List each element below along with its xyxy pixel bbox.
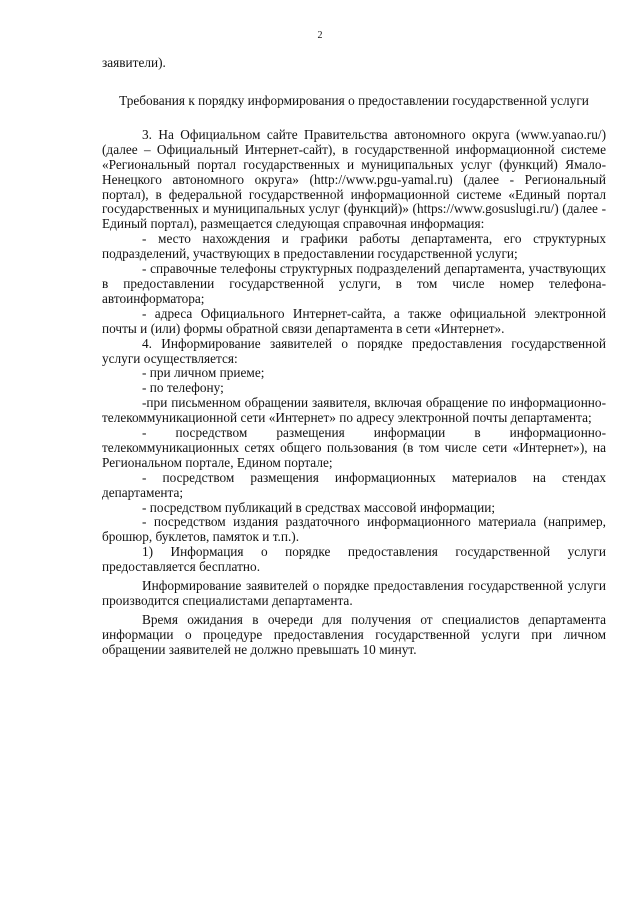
list-item-addresses: - адреса Официального Интернет-сайта, а также официальной электронной почты и (или) формы обратной связи департамента в сети «Интернет».	[102, 305, 606, 336]
paragraph-3: 3. На Официальном сайте Правительства автономного округа (www.yanao.ru/) (далее – Официальный Интернет-сайт), в государственной информационной системе «Региональный портал государственных и муниципальных услуг (функций) Ямало-Ненецкого автономного округа» (http://www.pgu-yamal.ru) (далее - Региональный портал), в федеральной государственной информационной системе «Единый портал государственных и муниципальных услуг (функций)» (https://www.gosuslugi.ru/) (далее - Единый портал), размещается следующая справочная информация:	[102, 126, 606, 232]
document-body	[102, 56, 606, 658]
continuation-text: заявители).	[102, 55, 166, 70]
list-item-networks: - посредством размещения информации в информационно-телекоммуникационных сетях общего пользования (в том числе сети «Интернет»), на Региональном портале, Едином портале;	[102, 425, 606, 470]
list-item-phone: - по телефону;	[142, 380, 224, 396]
paragraph-free-info: 1) Информация о порядке предоставления государственной услуги предоставляется бесплатно.	[102, 544, 606, 575]
list-item-location: - место нахождения и графики работы департамента, его структурных подразделений, участвующих в предоставлении государственной услуги;	[102, 231, 606, 262]
section-title: Требования к порядку информирования о предоставлении государственной услуги	[119, 92, 589, 108]
list-item-stands: - посредством размещения информационных материалов на стендах департамента;	[102, 469, 606, 500]
list-item-written: -при письменном обращении заявителя, включая обращение по информационно-телекоммуникационной сети «Интернет» по адресу электронной почты департамента;	[102, 395, 606, 426]
list-item-media: - посредством публикаций в средствах массовой информации;	[142, 499, 496, 515]
list-item-handouts: - посредством издания раздаточного информационного материала (например, брошюр, буклетов, памяток и т.п.).	[102, 514, 606, 545]
paragraph-specialists: Информирование заявителей о порядке предоставления государственной услуги производится специалистами департамента.	[102, 578, 606, 608]
page-number: 2	[317, 30, 323, 41]
paragraph-4: 4. Информирование заявителей о порядке предоставления государственной услуги осуществляется:	[102, 335, 606, 366]
paragraph-waiting-time: Время ожидания в очереди для получения от специалистов департамента информации о процедуре предоставления государственной услуги при личном обращении заявителей не должно превышать 10 минут.	[102, 611, 606, 657]
list-item-phones: - справочные телефоны структурных подразделений департамента, участвующих в предоставлении государственной услуги, в том числе номер телефона-автоинформатора;	[102, 261, 606, 306]
list-item-personal: - при личном приеме;	[142, 365, 265, 381]
